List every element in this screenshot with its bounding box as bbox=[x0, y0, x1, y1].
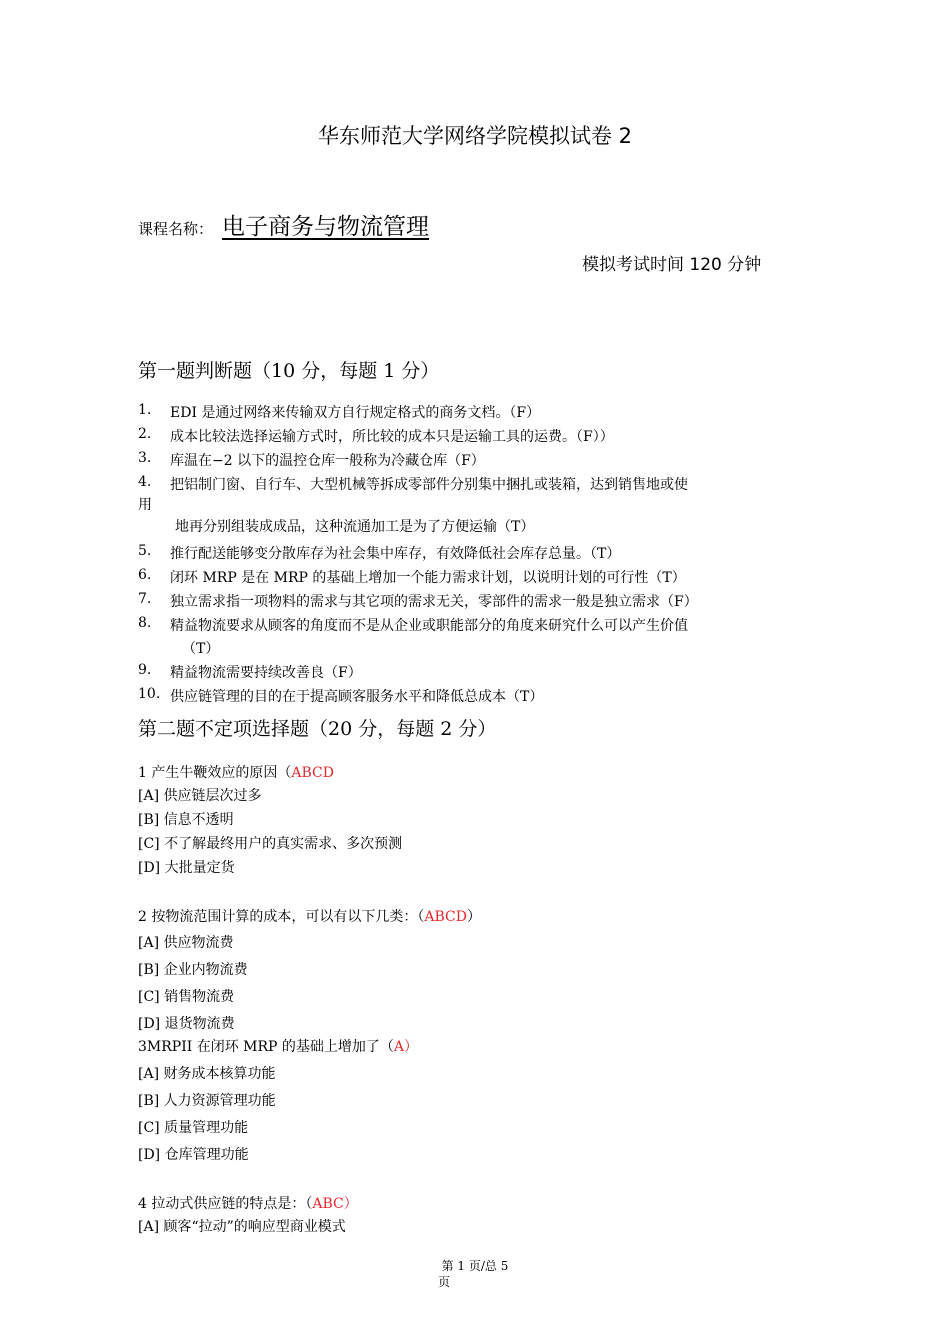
question-stem: 2 按物流范围计算的成本，可以有以下几类：（ABCD） bbox=[138, 909, 481, 925]
option-a: [A] 供应物流费 bbox=[138, 935, 234, 951]
answer-key: ABCD bbox=[291, 765, 334, 781]
option-b: [B] 企业内物流费 bbox=[138, 962, 248, 978]
page-footer-line1: 第 1 页/总 5 bbox=[441, 1259, 509, 1273]
option-a: [A] 供应链层次过多 bbox=[138, 788, 262, 804]
answer-key: A bbox=[393, 1039, 405, 1055]
document-page: 华东师范大学网络学院模拟试卷 2 课程名称： 电子商务与物流管理 模拟考试时间 120 分钟 第一题判断题（10 分，每题 1 分） 1. EDI 是通过网络来传输双方自行规定格式的商务文档。（F） 2. 成本比较法选择运输方式时，所比较的成本只是运输工具的运费。（F）） 3. 库温在−2 以下的温控仓库一般称为冷藏仓库（F） 4. 把铝制门窗、自行车、大型机械等拆成零部件分别集中捆扎或装箱，达到销售地或使 用 地再分别组装成成品，这种流通加工是为了方便运输（T） 5. 推行配送能够变分散库存为社会集中库存，有效降低社会库存总量。（T） 6. 闭环 MRP 是在 MRP 的基础上增加一个能力需求计划，以说明计划的可行性（T） 7. 独立需求指一项物料的需求与其它项的需求无关，零部件的需求一般是独立需求（F） 8. 精益物流要求从顾客的角度而不是从企业或职能部分的角度来研究什么可以产生价值 （T） 9. 精益物流需要持续改善良（F） 10. 供应链管理的目的在于提高顾客服务水平和降低总成本（T） 第二题不定项选择题（20 分，每题 2 分） 1 产生牛鞭效应的原因（ABCD [A] 供应链层次过多 [B] 信息不透明 [C] 不了解最终用户的真实需求、多次预测 [D] 大批量定货 2 按物流范围计算的成本，可以有以下几类：（ABCD） [A] 供应物流费 [B] 企业内物流费 [C] 销售物流费 [D] 退货物流费 3MRPII 在闭环 MRP 的基础上增加了（A） [A] 财务成本核算功能 [B] 人力资源管理功能 [C] 质量管理功能 [D] 仓库管理功能 4 拉动式供应链的特点是：（ABC） [A] 顾客“拉动”的响应型商业模式 第 1 页/总 5 页 bbox=[0, 0, 950, 1344]
section1-heading: 第一题判断题（10 分，每题 1 分） bbox=[138, 360, 440, 382]
course-label: 课程名称： bbox=[138, 220, 214, 238]
option-d: [D] 退货物流费 bbox=[138, 1016, 235, 1032]
page-footer-line2: 页 bbox=[437, 1275, 450, 1289]
course-name: 电子商务与物流管理 bbox=[222, 214, 429, 240]
question-stem: 3MRPII 在闭环 MRP 的基础上增加了（A） bbox=[138, 1039, 419, 1055]
option-b: [B] 人力资源管理功能 bbox=[138, 1093, 276, 1109]
option-a: [A] 财务成本核算功能 bbox=[138, 1066, 276, 1082]
section2-heading: 第二题不定项选择题（20 分，每题 2 分） bbox=[138, 718, 497, 740]
exam-time: 模拟考试时间 120 分钟 bbox=[582, 255, 762, 275]
document-title: 华东师范大学网络学院模拟试卷 2 bbox=[317, 124, 633, 148]
option-c: [C] 不了解最终用户的真实需求、多次预测 bbox=[138, 836, 403, 852]
option-a: [A] 顾客“拉动”的响应型商业模式 bbox=[138, 1219, 346, 1235]
question-stem: 4 拉动式供应链的特点是：（ABC） bbox=[138, 1196, 358, 1212]
option-c: [C] 质量管理功能 bbox=[138, 1120, 249, 1136]
option-b: [B] 信息不透明 bbox=[138, 812, 234, 828]
answer-key: ABC bbox=[312, 1196, 344, 1212]
answer-key: ABCD bbox=[424, 909, 467, 925]
question-stem: 1 产生牛鞭效应的原因（ABCD bbox=[138, 765, 334, 781]
option-d: [D] 仓库管理功能 bbox=[138, 1147, 249, 1163]
option-c: [C] 销售物流费 bbox=[138, 989, 235, 1005]
option-d: [D] 大批量定货 bbox=[138, 860, 235, 876]
